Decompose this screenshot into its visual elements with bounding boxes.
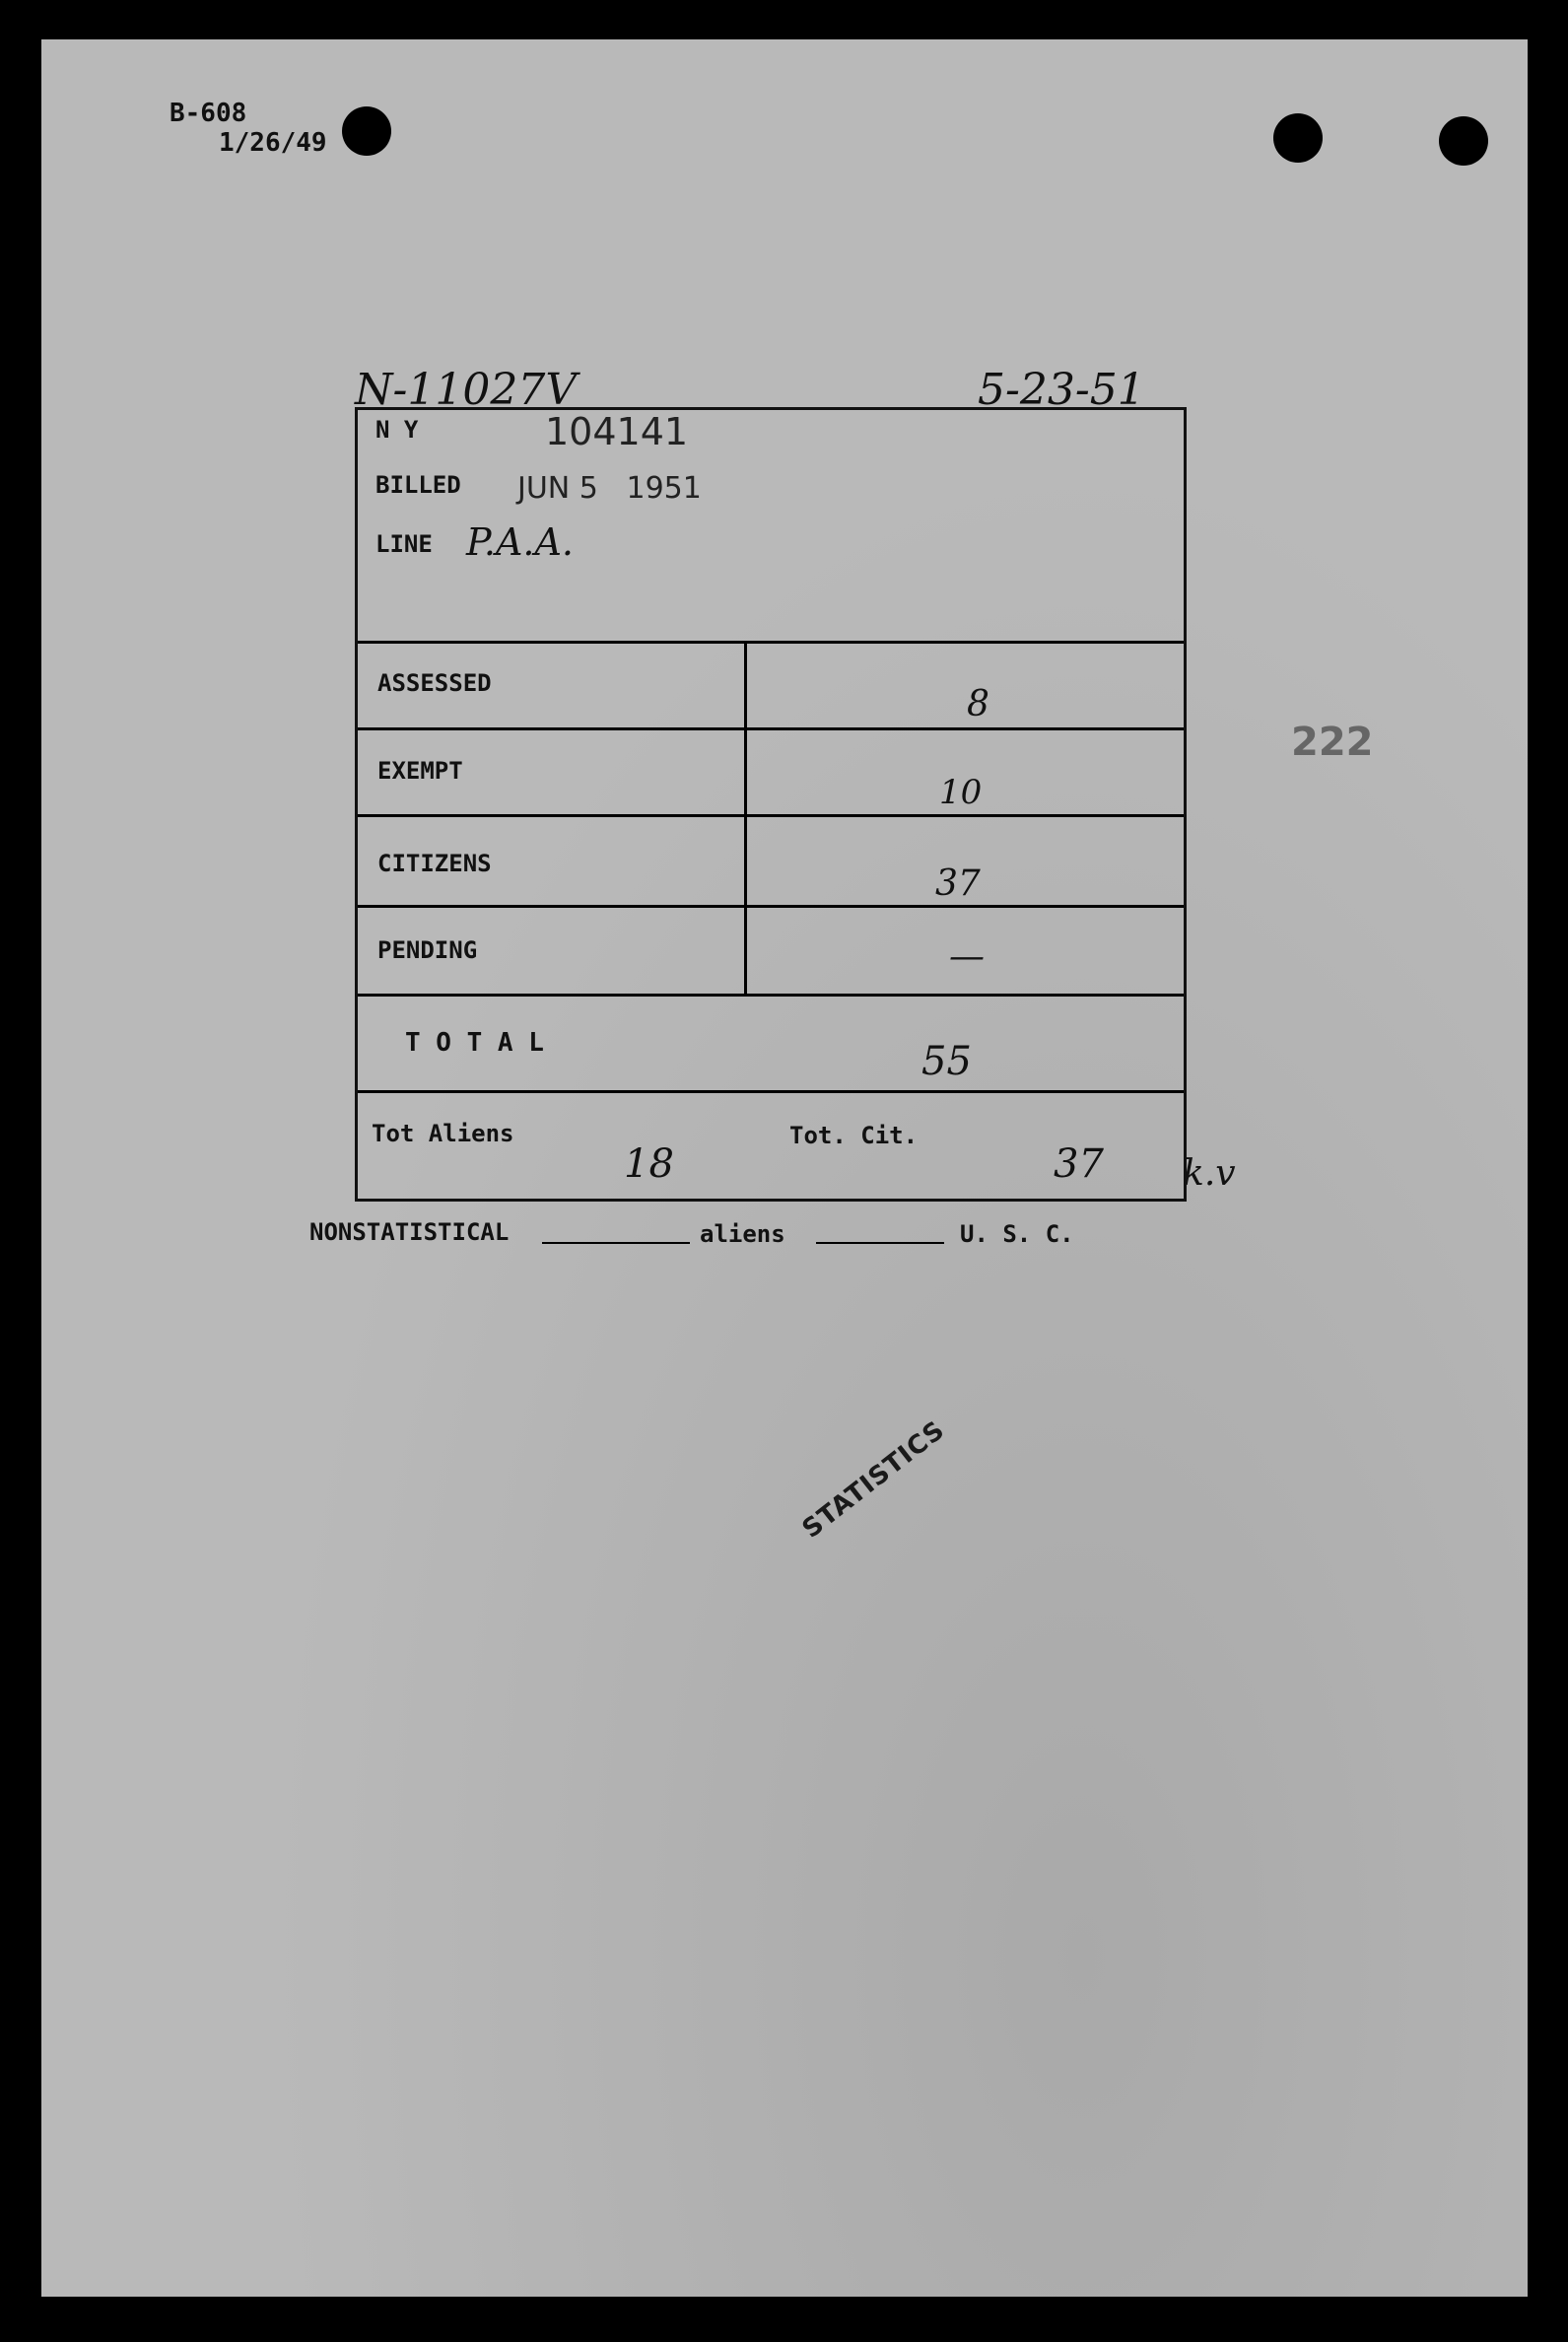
citizens-label: CITIZENS: [377, 850, 492, 877]
exempt-label: EXEMPT: [377, 757, 463, 785]
line-label: LINE: [375, 530, 433, 558]
side-number: 222: [1291, 720, 1374, 765]
billed-label: BILLED: [375, 471, 461, 499]
tot-aliens-value: 18: [624, 1141, 674, 1187]
ny-number-stamp: 104141: [545, 410, 689, 453]
assessed-label: ASSESSED: [377, 669, 492, 697]
tot-cit-label: Tot. Cit.: [789, 1122, 919, 1149]
punch-hole-center: [1273, 113, 1323, 163]
total-label: T O T A L: [405, 1028, 544, 1058]
punch-hole-left: [342, 106, 391, 156]
tot-cit-value: 37: [1054, 1141, 1104, 1187]
aliens-label: aliens: [700, 1220, 785, 1248]
assessed-value: 8: [967, 684, 989, 724]
usc-label: U. S. C.: [960, 1220, 1074, 1248]
tot-aliens-label: Tot Aliens: [372, 1120, 514, 1147]
document-page: [41, 39, 1528, 2297]
handwritten-file-number: N-11027V: [355, 365, 578, 415]
ny-label: N Y: [375, 416, 419, 444]
exempt-value: 10: [939, 773, 983, 812]
handwritten-initials: k.v: [1183, 1153, 1236, 1194]
billed-date-stamp: JUN 5 1951: [517, 471, 702, 506]
punch-hole-right: [1439, 116, 1488, 166]
corner-code: B-608: [170, 99, 247, 128]
pending-label: PENDING: [377, 936, 478, 964]
corner-date: 1/26/49: [219, 128, 327, 158]
line-value: P.A.A.: [466, 520, 574, 564]
citizens-value: 37: [935, 863, 981, 904]
handwritten-date: 5-23-51: [978, 365, 1145, 415]
form-box: [355, 407, 1187, 1202]
pending-value: —: [949, 936, 985, 977]
total-value: 55: [921, 1039, 972, 1084]
nonstatistical-label: NONSTATISTICAL: [309, 1218, 510, 1246]
statistics-stamp: STATISTICS: [796, 1414, 951, 1545]
